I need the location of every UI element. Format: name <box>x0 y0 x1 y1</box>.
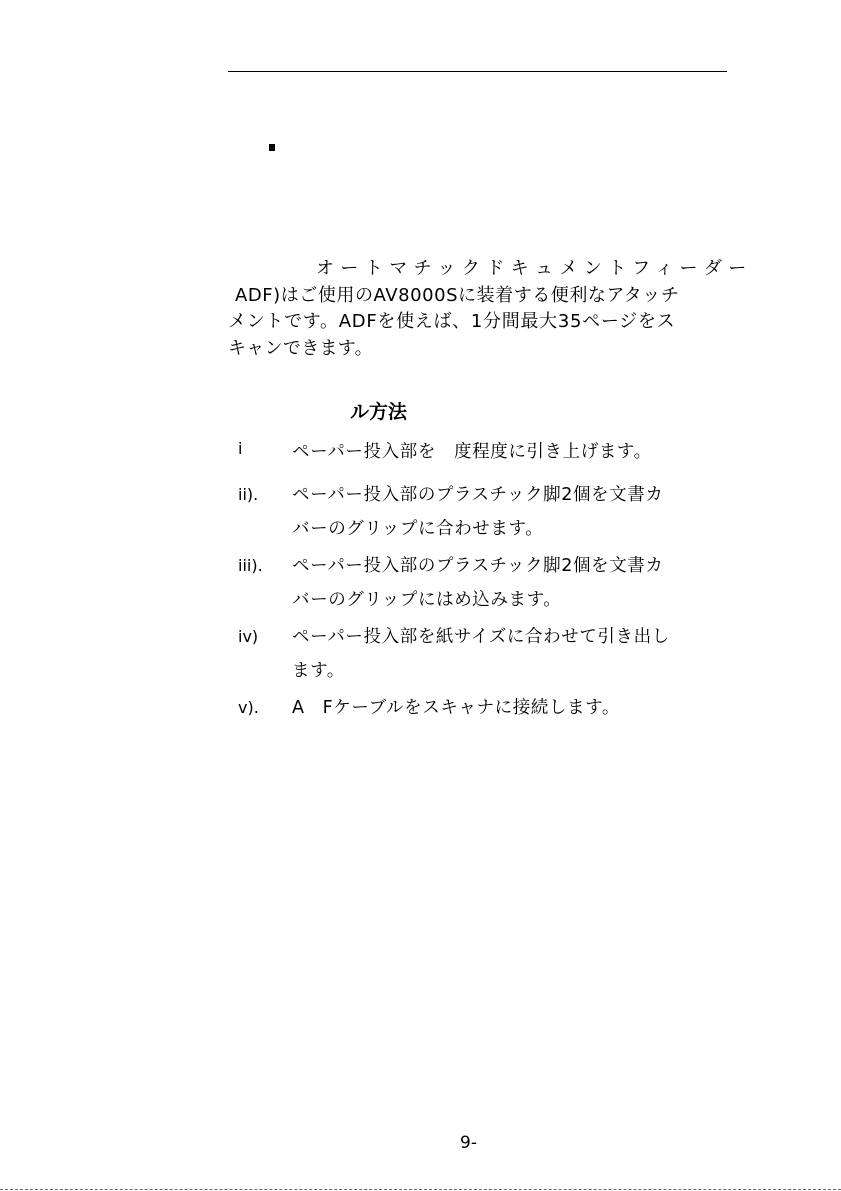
page-number: 9- <box>460 1133 477 1153</box>
step-text <box>292 620 732 688</box>
intro-line: メントです。ADFを使えば、1分間最大35ページをス <box>228 311 676 332</box>
step-number: i <box>238 439 243 458</box>
step-text <box>292 435 732 469</box>
step-line: ペーパー投入部を紙サイズに合わせて引き出し <box>292 627 670 647</box>
step-text <box>292 478 732 546</box>
step-line: ます。 <box>292 661 345 681</box>
step-line: ペーパー投入部を 度程度に引き上げます。 <box>292 442 652 462</box>
step-line: A Fケーブルをスキャナに接続します。 <box>292 698 620 718</box>
section-heading: ル方法 <box>350 401 408 423</box>
step-text <box>292 549 732 617</box>
page-edge-rule <box>0 1189 841 1190</box>
step-text <box>292 691 732 725</box>
bullet-marker <box>269 144 275 151</box>
intro-line: オートマチックドキュメントフィーダー <box>316 258 753 279</box>
header-rule <box>228 71 727 72</box>
step-line: ペーパー投入部のプラスチック脚2個を文書カ <box>292 485 664 505</box>
step-number: ii). <box>238 485 259 504</box>
step-line: ペーパー投入部のプラスチック脚2個を文書カ <box>292 556 664 576</box>
step-number: v). <box>238 698 259 717</box>
step-line: バーのグリップに合わせます。 <box>292 519 544 539</box>
intro-line: ADF)はご使用のAV8000Sに装着する便利なアタッチ <box>235 284 680 306</box>
step-line: バーのグリップにはめ込みます。 <box>292 590 562 610</box>
step-number: iii). <box>238 556 263 575</box>
intro-paragraph <box>228 256 753 362</box>
step-number: iv) <box>238 627 259 646</box>
intro-line: キャンできます。 <box>228 337 373 359</box>
